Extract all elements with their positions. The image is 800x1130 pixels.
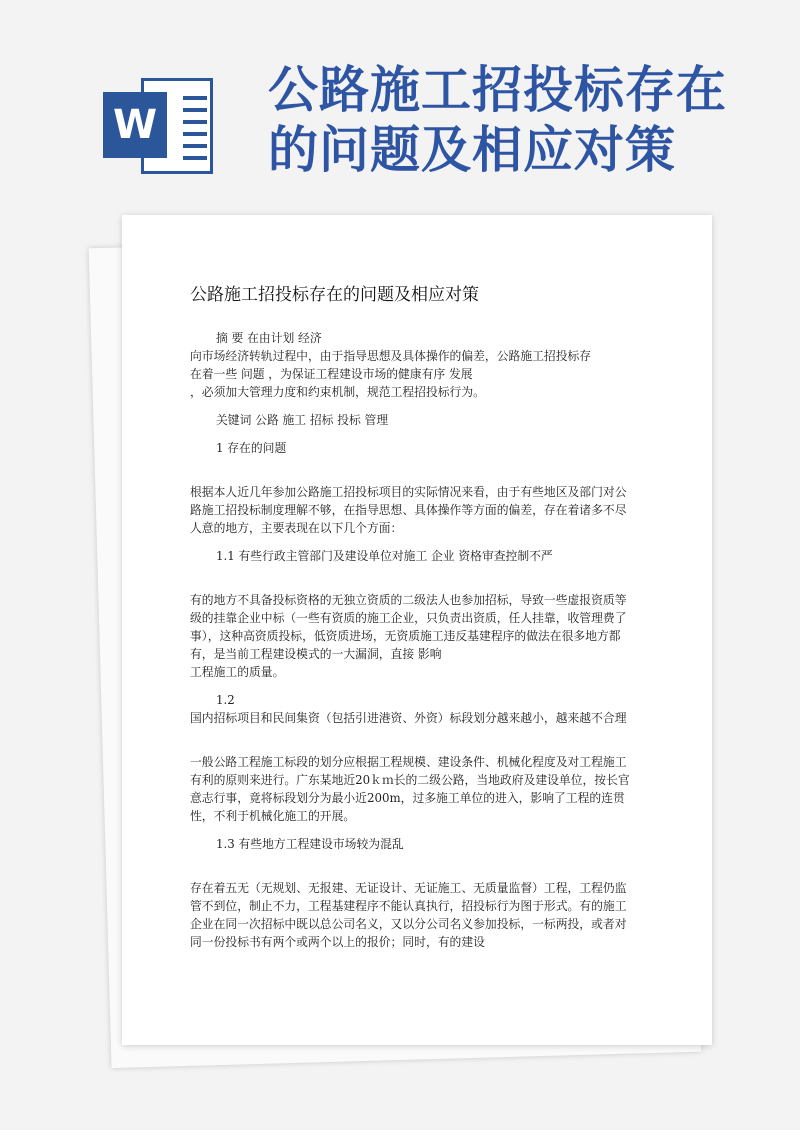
document-title: 公路施工招投标存在的问题及相应对策 xyxy=(190,285,479,305)
keywords: 关键词 公路 施工 招标 投标 管理 xyxy=(216,413,389,427)
subsection-heading: 国内招标项目和民间集资（包括引进港资、外资）标段划分越来越小，越来越不合理 xyxy=(190,711,627,725)
word-document-icon xyxy=(103,78,215,174)
header xyxy=(0,0,800,200)
document-page xyxy=(122,215,712,1045)
abstract-label: 摘 要 在由计划 经济 xyxy=(216,331,322,345)
paragraph: 一般公路工程施工标段的划分应根据工程规模、建设条件、机械化程度及对工程施工有利的原则来进行。广东某地近20ｋｍ长的二级公路，当地政府及建设单位，按长官意志行事，竟将标段划分为最小近200m，过多施工单位的进入，影响了工程的连贯性，不利于机械化施工的开展。 xyxy=(190,755,630,823)
abstract-line: 向市场经济转轨过程中，由于指导思想及具体操作的偏差，公路施工招投标存 xyxy=(190,349,592,363)
abstract-line: ，必须加大管理力度和约束机制，规范工程招投标行为。 xyxy=(190,385,485,399)
icon-line xyxy=(183,108,207,112)
page-title: 公路施工招投标存在的问题及相应对策 xyxy=(268,61,727,179)
icon-line xyxy=(183,120,207,124)
document-content xyxy=(190,283,635,951)
icon-line xyxy=(183,156,207,160)
abstract-line: 在着一些 问题 ，为保证工程建设市场的健康有序 发展 xyxy=(190,367,473,381)
icon-line xyxy=(183,144,207,148)
icon-line xyxy=(183,132,207,136)
paragraph-end: 工程施工的质量。 xyxy=(190,665,285,679)
subsection-number: 1.2 xyxy=(216,693,235,707)
subsection-heading: 1.1 有些行政主管部门及建设单位对施工 企业 资格审查控制不严 xyxy=(216,549,553,563)
word-badge: W xyxy=(103,92,167,158)
subsection-heading: 1.3 有些地方工程建设市场较为混乱 xyxy=(216,837,404,851)
section-heading: 1 存在的问题 xyxy=(216,441,287,455)
paragraph: 根据本人近几年参加公路施工招投标项目的实际情况来看，由于有些地区及部门对公路施工招投标制度理解不够，在指导思想、具体操作等方面的偏差，存在着诸多不尽人意的地方，主要表现在以下几个方面： xyxy=(190,485,627,535)
icon-line xyxy=(183,96,207,100)
paragraph: 存在着五无（无规划、无报建、无证设计、无证施工、无质量监督）工程，工程仍监管不到位，制止不力，工程基建程序不能认真执行，招投标行为图于形式。有的施工企业在同一次招标中既以总公司名义，又以分公司名义参加投标，一标两投，或者对同一份投标书有两个或两个以上的报价；同时，有的建设 xyxy=(190,881,627,949)
paragraph: 有的地方不具备投标资格的无独立资质的二级法人也参加招标，导致一些虚报资质等级的挂靠企业中标（一些有资质的施工企业，只负责出资质，任人挂靠，收管理费了事），这种高资质投标，低资质进场，无资质施工违反基建程序的做法在很多地方都有，是当前工程建设模式的一大漏洞，直接 影响 xyxy=(190,593,627,661)
